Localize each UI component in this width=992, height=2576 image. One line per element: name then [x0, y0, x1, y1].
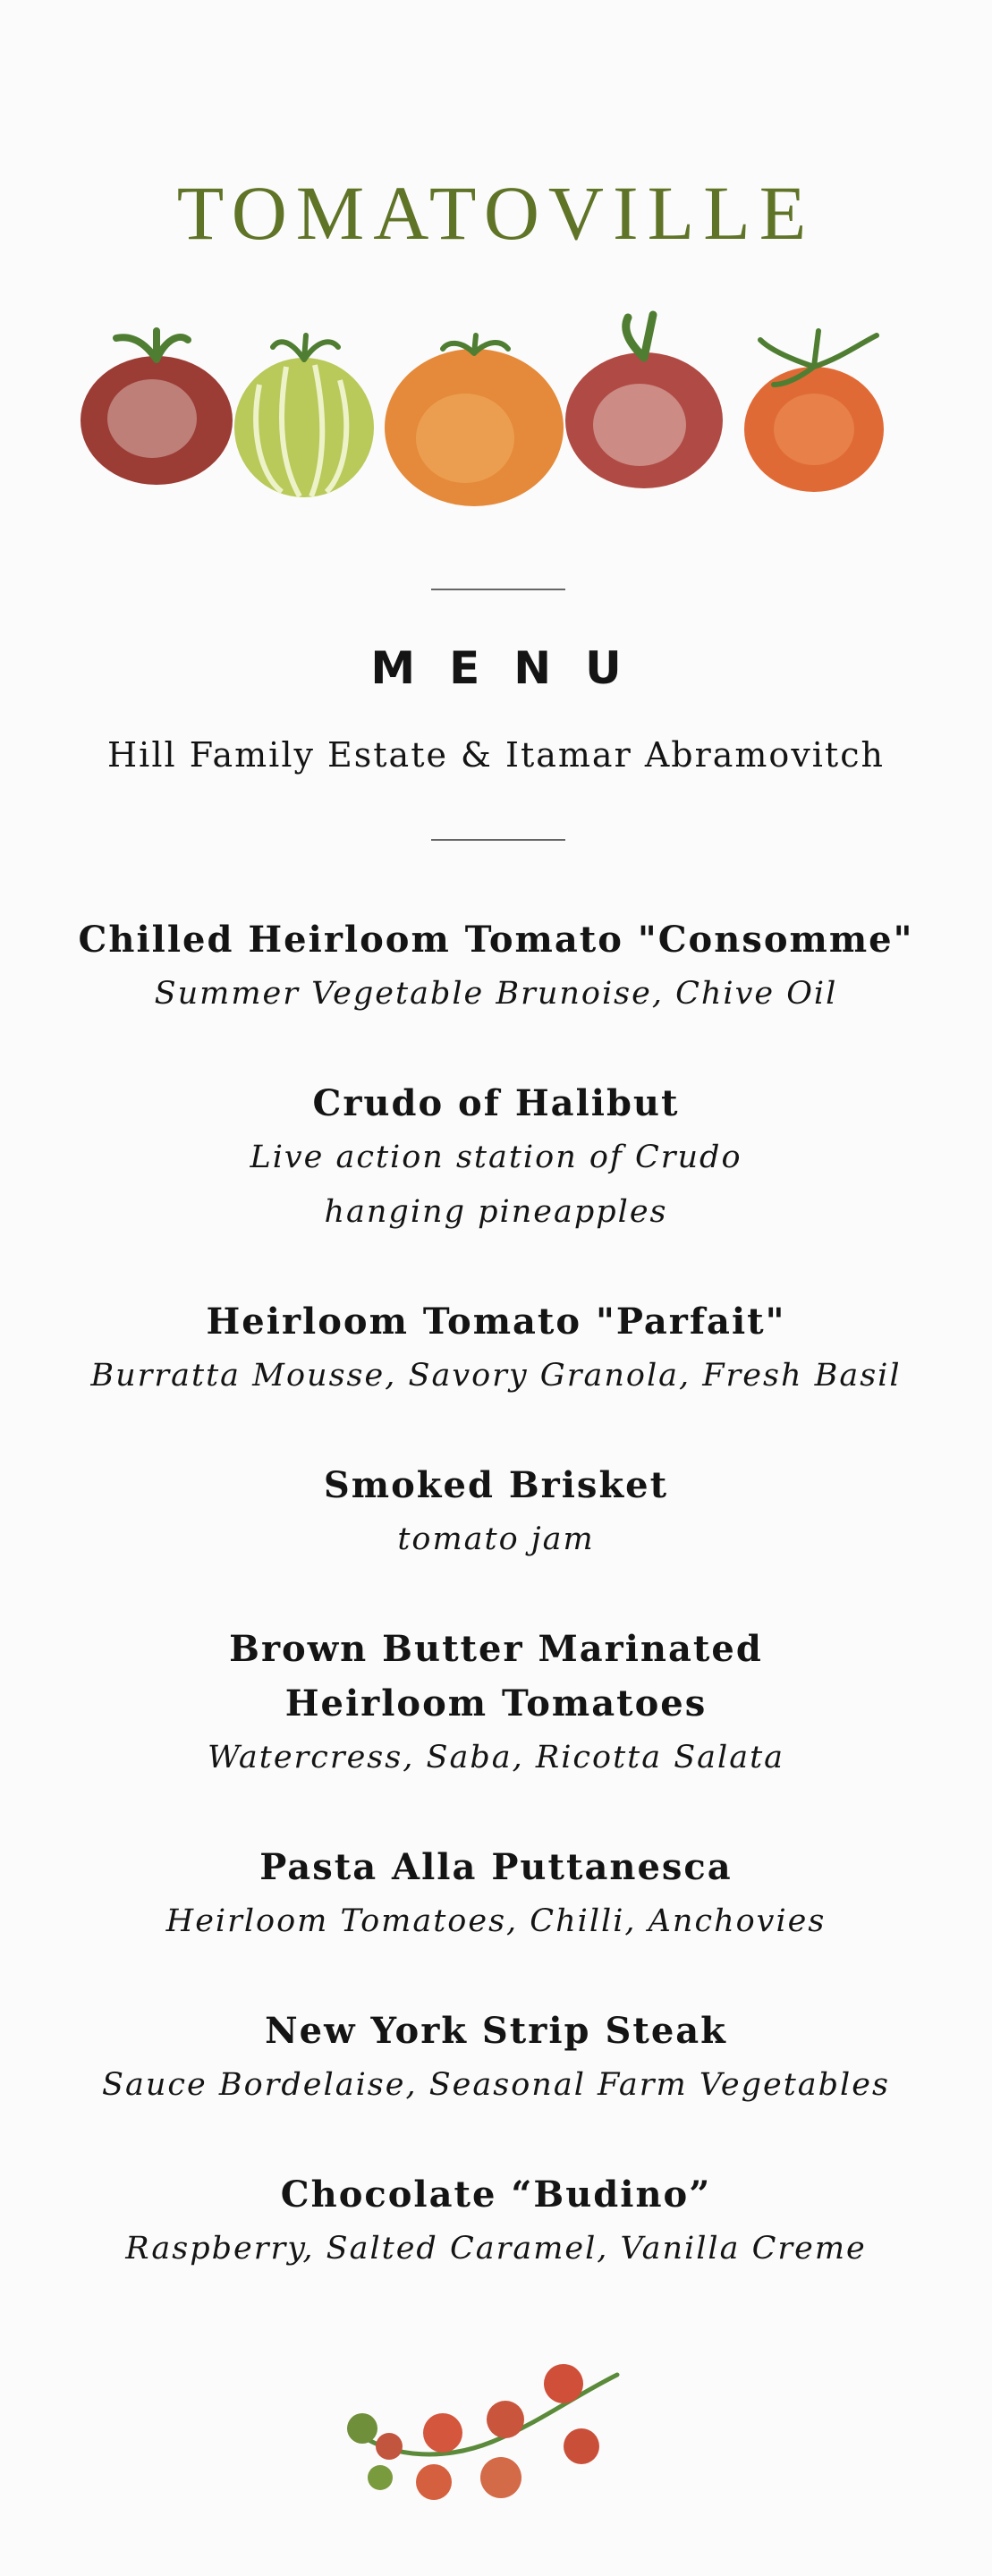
- tomato-illustration: [81, 295, 903, 519]
- cherry-tomato-vine-illustration: [340, 2361, 635, 2522]
- course-item: [0, 1076, 992, 1240]
- course-item: [0, 1458, 992, 1567]
- course-description: Burratta Mousse, Savory Granola, Fresh Basil: [90, 1358, 902, 1394]
- course-name: Heirloom Tomato "Parfait": [206, 1301, 786, 1343]
- course-item: [0, 1622, 992, 1785]
- course-description: Watercress, Saba, Ricotta Salata: [207, 1740, 785, 1775]
- course-item: [0, 1840, 992, 1949]
- tomato-2: [234, 335, 374, 497]
- course-description-line-2: hanging pineapples: [324, 1194, 668, 1230]
- tomato-3: [385, 335, 564, 506]
- course-item: [0, 2167, 992, 2276]
- course-description: tomato jam: [397, 1521, 595, 1557]
- brand-title: TOMATOVILLE: [176, 170, 816, 256]
- course-description: Summer Vegetable Brunoise, Chive Oil: [154, 976, 838, 1012]
- course-item: [0, 1294, 992, 1403]
- course-name: Smoked Brisket: [323, 1464, 669, 1506]
- divider-top: [431, 589, 565, 590]
- divider-bottom: [431, 839, 565, 841]
- course-name: Chocolate “Budino”: [280, 2174, 712, 2216]
- course-name: Pasta Alla Puttanesca: [259, 1846, 733, 1888]
- course-item: [0, 2004, 992, 2113]
- course-description: Live action station of Crudo: [250, 1140, 742, 1175]
- course-name: Crudo of Halibut: [312, 1082, 680, 1124]
- menu-heading: MENU: [370, 642, 656, 694]
- tomato-1: [81, 331, 233, 485]
- course-name: Brown Butter Marinated: [229, 1628, 763, 1670]
- course-description: Sauce Bordelaise, Seasonal Farm Vegetables: [102, 2067, 890, 2103]
- course-name: Chilled Heirloom Tomato "Consomme": [78, 919, 914, 961]
- tomato-5: [744, 331, 884, 492]
- course-description: Heirloom Tomatoes, Chilli, Anchovies: [165, 1903, 827, 1939]
- menu-subtitle: Hill Family Estate & Itamar Abramovitch: [107, 735, 885, 775]
- course-name: New York Strip Steak: [265, 2010, 727, 2052]
- course-item: [0, 912, 992, 1021]
- course-description: Raspberry, Salted Caramel, Vanilla Creme: [125, 2231, 867, 2267]
- tomato-4: [565, 315, 723, 488]
- course-name-line-2: Heirloom Tomatoes: [284, 1682, 708, 1724]
